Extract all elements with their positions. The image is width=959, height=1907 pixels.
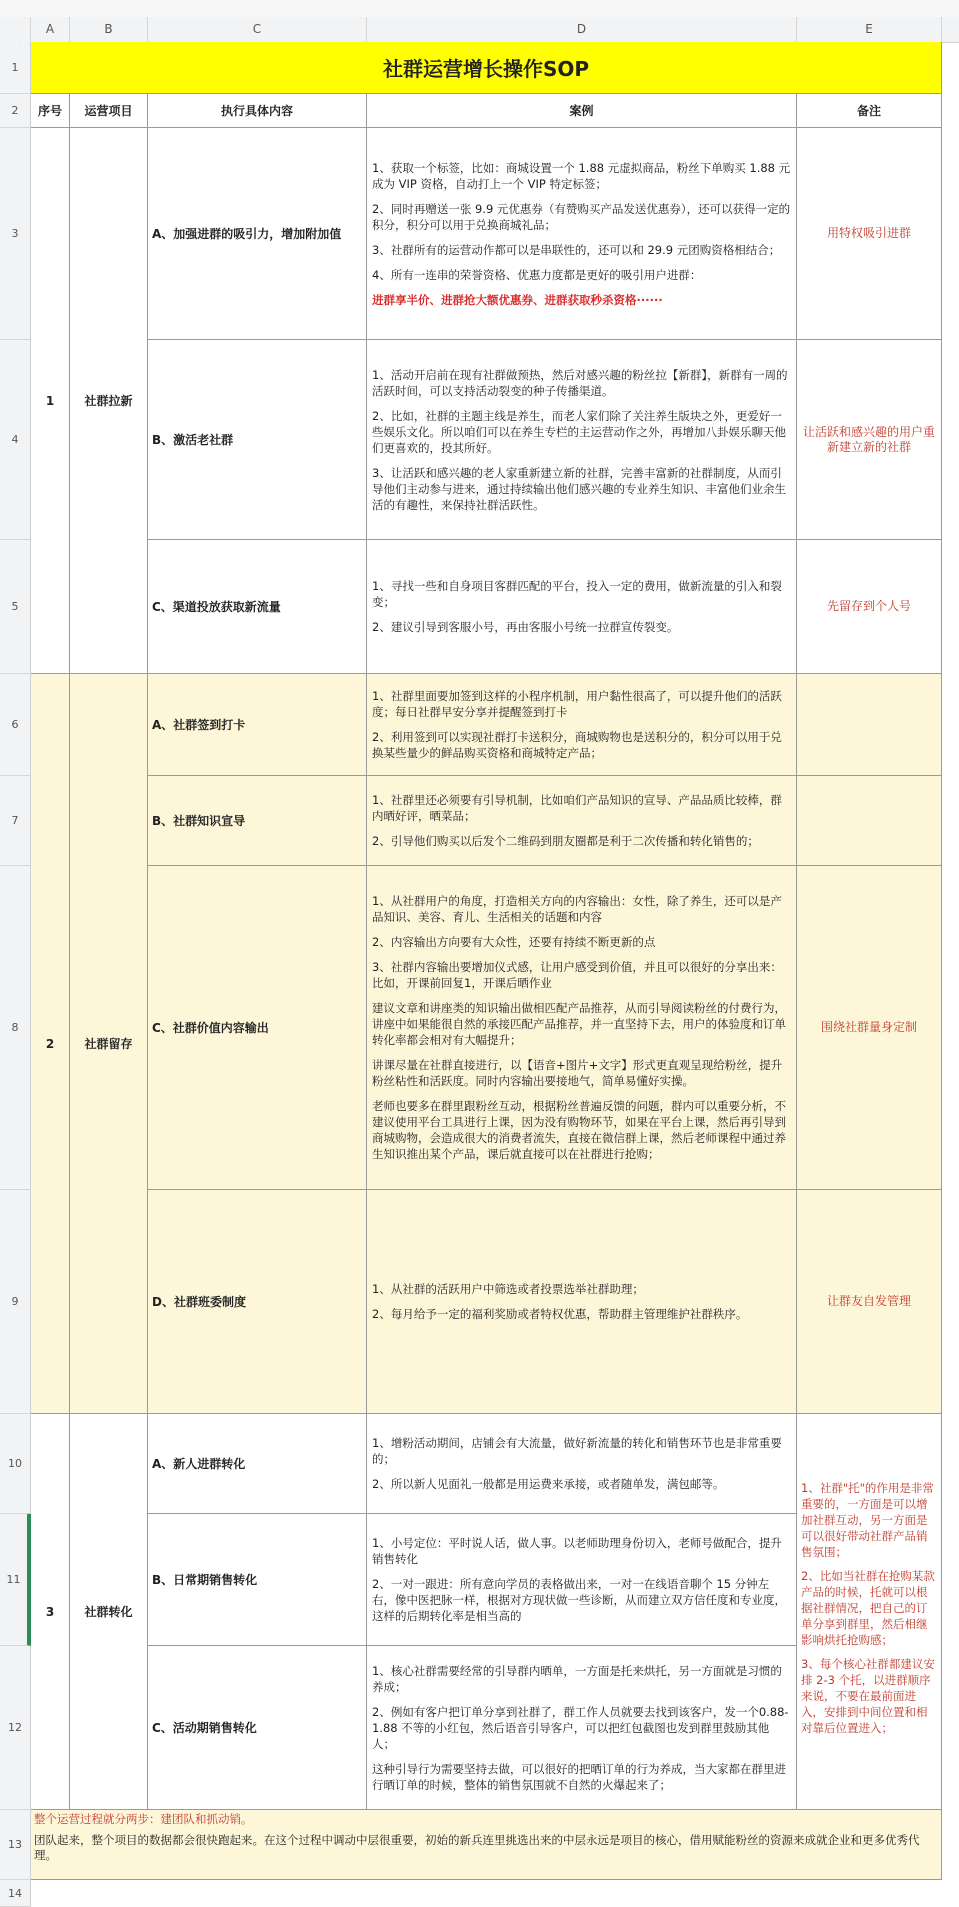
row-header[interactable]: 7 bbox=[0, 776, 31, 866]
case-cell[interactable] bbox=[367, 128, 797, 340]
row-header[interactable]: 6 bbox=[0, 674, 31, 776]
detail-cell[interactable]: C、社群价值内容输出 bbox=[148, 866, 367, 1190]
case-paragraph: 2、引导他们购买以后发个二维码到朋友圈都是利于二次传播和转化销售的； bbox=[372, 834, 759, 848]
note-paragraph: 1、社群"托"的作用是非常重要的，一方面是可以增加社群互动，另一方面是可以很好带动社群产品销售氛围； bbox=[801, 1480, 934, 1559]
row-header[interactable]: 2 bbox=[0, 94, 31, 128]
case-paragraph: 2、利用签到可以实现社群打卡送积分，商城购物也是送积分的，积分可以用于兑换某些量少的鲜品购买资格和商城特定产品； bbox=[372, 730, 782, 760]
note-paragraph: 2、比如当社群在抢购某款产品的时候，托就可以根据社群情况，把自己的订单分享到群里，然后相继影响烘托抢购感； bbox=[801, 1568, 935, 1647]
case-cell[interactable] bbox=[367, 1414, 797, 1514]
case-paragraph: 2、所以新人见面礼一般都是用运费来承接，或者随单发，满包邮等。 bbox=[372, 1477, 725, 1491]
detail-cell[interactable]: B、日常期销售转化 bbox=[148, 1514, 367, 1646]
case-paragraph: 1、寻找一些和自身项目客群匹配的平台，投入一定的费用，做新流量的引入和裂变； bbox=[372, 579, 782, 609]
column-header-bar bbox=[0, 17, 959, 43]
case-emphasis: 进群享半价、进群抢大额优惠券、进群获取秒杀资格······ bbox=[372, 292, 663, 307]
footer-line: 整个运营过程就分两步：建团队和抓动销。 bbox=[34, 1812, 253, 1826]
case-paragraph: 2、例如有客户把订单分享到社群了，群工作人员就要去找到该客户，发一个0.88-1.88 不等的小红包，然后语音引导客户，可以把红包截图也发到群里鼓励其他人； bbox=[372, 1704, 789, 1751]
group-seq[interactable]: 3 bbox=[31, 1414, 70, 1810]
group-seq[interactable]: 2 bbox=[31, 674, 70, 1414]
merged-note-cell[interactable] bbox=[797, 1414, 942, 1810]
case-cell[interactable] bbox=[367, 1514, 797, 1646]
case-cell[interactable] bbox=[367, 1190, 797, 1414]
case-paragraph: 2、每月给予一定的福利奖励或者特权优惠，帮助群主管理维护社群秩序。 bbox=[372, 1307, 748, 1321]
footer-cell[interactable] bbox=[31, 1810, 942, 1880]
note-cell[interactable]: 围绕社群量身定制 bbox=[797, 866, 942, 1190]
case-paragraph: 1、核心社群需要经常的引导群内晒单，一方面是托来烘托，另一方面就是习惯的养成； bbox=[372, 1663, 782, 1694]
case-cell[interactable] bbox=[367, 776, 797, 866]
case-paragraph: 1、获取一个标签，比如：商城设置一个 1.88 元虚拟商品，粉丝下单购买 1.88 元成为 VIP 资格，自动打上一个 VIP 特定标签； bbox=[372, 160, 791, 191]
case-cell[interactable] bbox=[367, 866, 797, 1190]
row-header[interactable]: 9 bbox=[0, 1190, 31, 1414]
case-paragraph: 3、社群所有的运营动作都可以是串联性的，还可以和 29.9 元团购资格相结合； bbox=[372, 242, 781, 257]
row-header[interactable]: 3 bbox=[0, 128, 31, 340]
column-header-c[interactable]: C bbox=[148, 17, 367, 42]
detail-cell[interactable]: D、社群班委制度 bbox=[148, 1190, 367, 1414]
case-paragraph: 1、从社群的活跃用户中筛选或者投票选举社群助理； bbox=[372, 1282, 644, 1296]
note-paragraph: 3、每个核心社群都建议安排 2-3 个托，以进群顺序来说，不要在最前面进入，安排到中间位置和相对靠后位置进入； bbox=[801, 1656, 935, 1735]
case-paragraph: 2、一对一跟进：所有意向学员的表格做出来，一对一在线语音聊个 15 分钟左右，像中医把脉一样，根据对方现状做一些诊断，从而建立双方信任度和专业度，这样的后期转化率是相当高的 bbox=[372, 1577, 786, 1623]
detail-cell[interactable]: A、加强进群的吸引力，增加附加值 bbox=[148, 128, 367, 340]
note-cell[interactable] bbox=[797, 776, 942, 866]
case-paragraph: 3、社群内容输出要增加仪式感，让用户感受到价值，并且可以很好的分享出来：比如，开课前回复1，开课后晒作业 bbox=[372, 960, 782, 990]
note-cell[interactable]: 用特权吸引进群 bbox=[797, 128, 942, 340]
row-header[interactable]: 10 bbox=[0, 1414, 31, 1514]
case-cell[interactable] bbox=[367, 340, 797, 540]
row-header[interactable]: 1 bbox=[0, 42, 31, 94]
column-header-e[interactable]: E bbox=[797, 17, 942, 42]
row-header[interactable]: 5 bbox=[0, 540, 31, 674]
detail-cell[interactable]: C、渠道投放获取新流量 bbox=[148, 540, 367, 674]
case-paragraph: 3、让活跃和感兴趣的老人家重新建立新的社群，完善丰富新的社群制度，从而引导他们主动参与进来，通过持续输出他们感兴趣的专业养生知识、丰富他们业余生活的有趣性，来保持社群活跃性。 bbox=[372, 465, 786, 512]
case-paragraph: 2、同时再赠送一张 9.9 元优惠券（有赞购买产品发送优惠券），还可以获得一定的积分，积分可以用于兑换商城礼品； bbox=[372, 201, 791, 232]
case-paragraph: 2、比如，社群的主题主线是养生，而老人家们除了关注养生版块之外，更爱好一些娱乐文化。所以咱们可以在养生专栏的主运营动作之外，再增加八卦娱乐聊天他们更喜欢的，投其所好。 bbox=[372, 408, 786, 455]
case-paragraph: 建议文章和讲座类的知识输出做相匹配产品推荐，从而引导阅读粉丝的付费行为，讲座中如果能很自然的承接匹配产品推荐，并一直坚持下去，用户的体验度和订单转化率都会相对有大幅提升； bbox=[372, 1001, 786, 1047]
column-header-d[interactable]: D bbox=[367, 17, 797, 42]
detail-cell[interactable]: B、激活老社群 bbox=[148, 340, 367, 540]
column-header-a[interactable]: A bbox=[31, 17, 70, 42]
group-project[interactable]: 社群转化 bbox=[70, 1414, 148, 1810]
header-seq[interactable]: 序号 bbox=[31, 94, 70, 128]
header-case[interactable]: 案例 bbox=[367, 94, 797, 128]
group-project[interactable]: 社群留存 bbox=[70, 674, 148, 1414]
case-paragraph: 1、社群里还必须要有引导机制，比如咱们产品知识的宣导、产品品质比较棒，群内晒好评，晒菜品； bbox=[372, 793, 782, 823]
row-header[interactable]: 8 bbox=[0, 866, 31, 1190]
case-cell[interactable] bbox=[367, 1646, 797, 1810]
case-paragraph: 1、活动开启前在现有社群做预热，然后对感兴趣的粉丝拉【新群】，新群有一周的活跃时间，可以支持活动裂变的种子传播渠道。 bbox=[372, 367, 788, 398]
detail-cell[interactable]: B、社群知识宣导 bbox=[148, 776, 367, 866]
row-header[interactable]: 13 bbox=[0, 1810, 31, 1880]
note-cell[interactable]: 先留存到个人号 bbox=[797, 540, 942, 674]
case-paragraph: 2、内容输出方向要有大众性，还要有持续不断更新的点 bbox=[372, 935, 656, 949]
case-cell[interactable] bbox=[367, 674, 797, 776]
case-cell[interactable] bbox=[367, 540, 797, 674]
row-header[interactable]: 14 bbox=[0, 1880, 31, 1907]
toolbar-strip bbox=[0, 0, 959, 18]
detail-cell[interactable]: A、社群签到打卡 bbox=[148, 674, 367, 776]
footer-line: 团队起来，整个项目的数据都会很快跑起来。在这个过程中调动中层很重要，初始的新兵连里挑选出来的中层永远是项目的核心，借用赋能粉丝的资源来成就企业和更多优秀代理。 bbox=[34, 1833, 920, 1862]
group-project[interactable]: 社群拉新 bbox=[70, 128, 148, 674]
case-paragraph: 讲课尽量在社群直接进行，以【语音+图片+文字】形式更直观呈现给粉丝，提升粉丝粘性和活跃度。同时内容输出要接地气，简单易懂好实操。 bbox=[372, 1058, 783, 1088]
case-paragraph: 1、社群里面要加签到这样的小程序机制，用户黏性很高了，可以提升他们的活跃度；每日社群早安分享并提醒签到打卡 bbox=[372, 689, 782, 719]
case-paragraph: 4、所有一连串的荣誉资格、优惠力度都是更好的吸引用户进群： bbox=[372, 267, 702, 282]
case-paragraph: 1、增粉活动期间，店铺会有大流量，做好新流量的转化和销售环节也是非常重要的； bbox=[372, 1436, 782, 1466]
case-paragraph: 这种引导行为需要坚持去做，可以很好的把晒订单的行为养成，当大家都在群里进行晒订单的时候，整体的销售氛围就不自然的火爆起来了； bbox=[372, 1761, 786, 1792]
case-paragraph: 老师也要多在群里跟粉丝互动，根据粉丝普遍反馈的问题，群内可以重要分析，不建议使用平台工具进行上课，因为没有购物环节，如果在平台上课，然后再引导到商城购物，会造成很大的消费者流失，直接在微信群上课，然后老师课程中通过养生知识推出某个产品，课后就直接可以在社群进行抢购； bbox=[372, 1099, 786, 1161]
detail-cell[interactable]: A、新人进群转化 bbox=[148, 1414, 367, 1514]
row-header[interactable]: 4 bbox=[0, 340, 31, 540]
group-seq[interactable]: 1 bbox=[31, 128, 70, 674]
note-cell[interactable]: 让群友自发管理 bbox=[797, 1190, 942, 1414]
case-paragraph: 1、小号定位：平时说人话，做人事。以老师助理身份切入，老师号做配合，提升销售转化 bbox=[372, 1536, 782, 1566]
sheet-title[interactable]: 社群运营增长操作SOP bbox=[31, 42, 942, 94]
column-header-b[interactable]: B bbox=[70, 17, 148, 42]
detail-cell[interactable]: C、活动期销售转化 bbox=[148, 1646, 367, 1810]
note-cell[interactable] bbox=[797, 674, 942, 776]
header-detail[interactable]: 执行具体内容 bbox=[148, 94, 367, 128]
row-header-selected[interactable]: 11 bbox=[0, 1514, 31, 1646]
header-note[interactable]: 备注 bbox=[797, 94, 942, 128]
select-all-corner[interactable] bbox=[0, 17, 31, 42]
case-paragraph: 1、从社群用户的角度，打造相关方向的内容输出：女性，除了养生，还可以是产品知识、美容、育儿、生活相关的话题和内容 bbox=[372, 894, 782, 924]
row-header[interactable]: 12 bbox=[0, 1646, 31, 1810]
note-cell[interactable]: 让活跃和感兴趣的用户重新建立新的社群 bbox=[797, 340, 942, 540]
case-paragraph: 2、建议引导到客服小号，再由客服小号统一拉群宣传裂变。 bbox=[372, 620, 679, 634]
header-project[interactable]: 运营项目 bbox=[70, 94, 148, 128]
